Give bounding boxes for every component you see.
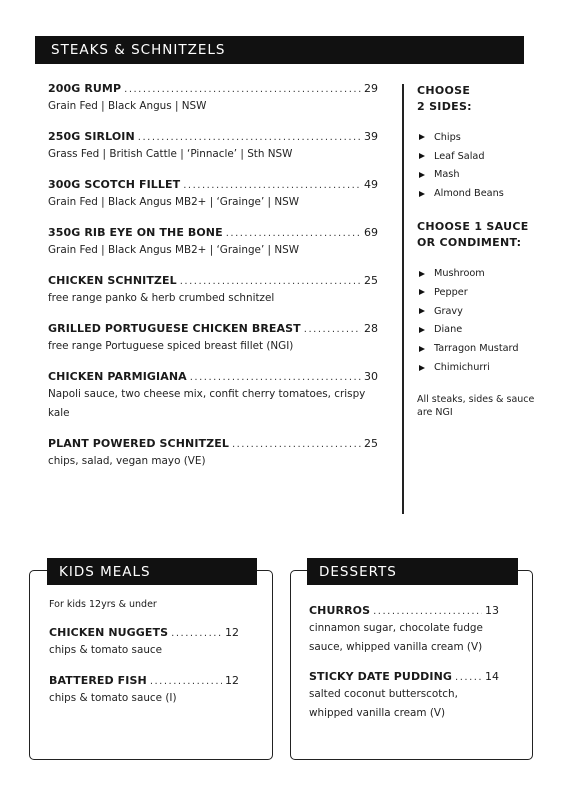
dot-leader	[180, 276, 361, 287]
item-description: Napoli sauce, two cheese mix, confit cherry tomatoes, crispy kale	[48, 388, 366, 419]
triangle-bullet-icon	[419, 172, 425, 178]
list-item	[417, 302, 542, 321]
item-price: 30	[364, 370, 378, 383]
item-description: chips & tomato sauce (I)	[49, 691, 177, 704]
list-item	[417, 166, 542, 185]
menu-item	[49, 674, 239, 708]
item-price: 29	[364, 82, 378, 95]
list-item	[417, 358, 542, 377]
sauce-option: Diane	[434, 324, 463, 336]
dot-leader	[226, 228, 361, 239]
item-price: 69	[364, 226, 378, 239]
item-name: STICKY DATE PUDDING	[309, 670, 453, 683]
sauce-option: Mushroom	[434, 268, 485, 280]
item-name: CHURROS	[309, 604, 371, 617]
item-name: CHICKEN SCHNITZEL	[48, 274, 177, 287]
steaks-section-title: STEAKS & SCHNITZELS	[35, 36, 524, 64]
menu-item	[309, 670, 499, 722]
item-name: CHICKEN NUGGETS	[49, 626, 169, 639]
kids-section-title: KIDS MEALS	[47, 558, 257, 585]
triangle-bullet-icon	[419, 308, 425, 314]
list-item	[417, 264, 542, 283]
sides-panel	[417, 83, 542, 419]
dot-leader	[190, 372, 361, 383]
sides-list	[417, 128, 542, 203]
triangle-bullet-icon	[419, 365, 425, 371]
item-price: 49	[364, 178, 378, 191]
menu-item	[48, 370, 378, 423]
sides-heading-line: CHOOSE	[417, 84, 471, 97]
item-description: cinnamon sugar, chocolate fudge sauce, whipped vanilla cream (V)	[309, 622, 483, 653]
menu-item	[48, 226, 378, 260]
triangle-bullet-icon	[419, 289, 425, 295]
list-item	[417, 321, 542, 340]
menu-item	[49, 626, 239, 660]
triangle-bullet-icon	[419, 271, 425, 277]
menu-item	[309, 604, 499, 656]
item-description: chips & tomato sauce	[49, 644, 163, 656]
item-description: chips, salad, vegan mayo (VE)	[48, 455, 206, 467]
menu-item	[48, 82, 378, 116]
list-item	[417, 184, 542, 203]
menu-item	[48, 130, 378, 164]
triangle-bullet-icon	[419, 327, 425, 333]
item-description: free range Portuguese spiced breast fillet (NGI)	[48, 340, 294, 352]
dot-leader	[304, 324, 361, 335]
item-description: Grain Fed | Black Angus MB2+ | ‘Grainge’ | NSW	[48, 244, 299, 256]
steaks-item-list	[48, 82, 378, 485]
kids-item-list	[49, 599, 239, 721]
item-name: GRILLED PORTUGUESE CHICKEN BREAST	[48, 322, 301, 335]
side-option: Mash	[434, 169, 460, 181]
sides-heading-line: 2 SIDES:	[417, 100, 472, 113]
list-item	[417, 283, 542, 302]
item-price: 12	[225, 626, 239, 639]
item-name: 200G RUMP	[48, 82, 122, 95]
list-item	[417, 147, 542, 166]
item-price: 39	[364, 130, 378, 143]
item-description: Grain Fed | Black Angus | NSW	[48, 100, 207, 112]
sauce-option: Gravy	[434, 305, 463, 317]
sauce-heading-line: OR CONDIMENT:	[417, 236, 522, 250]
sauce-heading	[417, 219, 542, 251]
item-description: salted coconut butterscotch, whipped vanilla cream (V)	[309, 688, 458, 719]
list-item	[417, 128, 542, 147]
menu-item	[48, 322, 378, 356]
side-option: Almond Beans	[434, 188, 504, 200]
triangle-bullet-icon	[419, 191, 425, 197]
item-price: 28	[364, 322, 378, 335]
menu-item	[48, 178, 378, 212]
menu-item	[48, 437, 378, 471]
item-name: 350G RIB EYE ON THE BONE	[48, 226, 223, 239]
sides-heading	[417, 83, 542, 115]
menu-item	[48, 274, 378, 308]
triangle-bullet-icon	[419, 346, 425, 352]
item-description: Grass Fed | British Cattle | ‘Pinnacle’ | Sth NSW	[48, 148, 293, 160]
sauce-option: Tarragon Mustard	[434, 343, 519, 355]
dot-leader	[232, 439, 361, 450]
item-name: BATTERED FISH	[49, 673, 147, 687]
item-price: 12	[225, 673, 239, 687]
sauce-option: Pepper	[434, 286, 468, 298]
dot-leader	[150, 676, 222, 687]
triangle-bullet-icon	[419, 134, 425, 140]
dot-leader	[124, 84, 361, 95]
sauce-heading-line: CHOOSE 1 SAUCE	[417, 220, 529, 234]
ngi-note: All steaks, sides & sauce are NGI	[417, 393, 535, 418]
list-item	[417, 339, 542, 358]
sauce-option: Chimichurri	[434, 362, 490, 374]
item-name: CHICKEN PARMIGIANA	[48, 370, 187, 383]
dot-leader	[171, 628, 222, 639]
item-price: 25	[364, 274, 378, 287]
item-name: 300G SCOTCH FILLET	[48, 178, 181, 191]
dot-leader	[373, 606, 482, 617]
side-option: Chips	[434, 131, 461, 143]
item-name: 250G SIRLOIN	[48, 130, 135, 143]
dot-leader	[183, 180, 361, 191]
vertical-divider	[402, 84, 404, 514]
desserts-section-title: DESSERTS	[307, 558, 518, 585]
desserts-item-list	[309, 604, 499, 736]
item-description: free range panko & herb crumbed schnitzel	[48, 292, 275, 304]
side-option: Leaf Salad	[434, 150, 485, 162]
item-name: PLANT POWERED SCHNITZEL	[48, 437, 229, 450]
dot-leader	[455, 672, 482, 683]
kids-age-note: For kids 12yrs & under	[49, 599, 157, 610]
item-price: 25	[364, 437, 378, 450]
item-price: 13	[485, 604, 499, 617]
dot-leader	[138, 132, 361, 143]
triangle-bullet-icon	[419, 153, 425, 159]
item-description: Grain Fed | Black Angus MB2+ | ‘Grainge’ | NSW	[48, 196, 299, 208]
item-price: 14	[485, 670, 499, 683]
sauce-list	[417, 264, 542, 377]
